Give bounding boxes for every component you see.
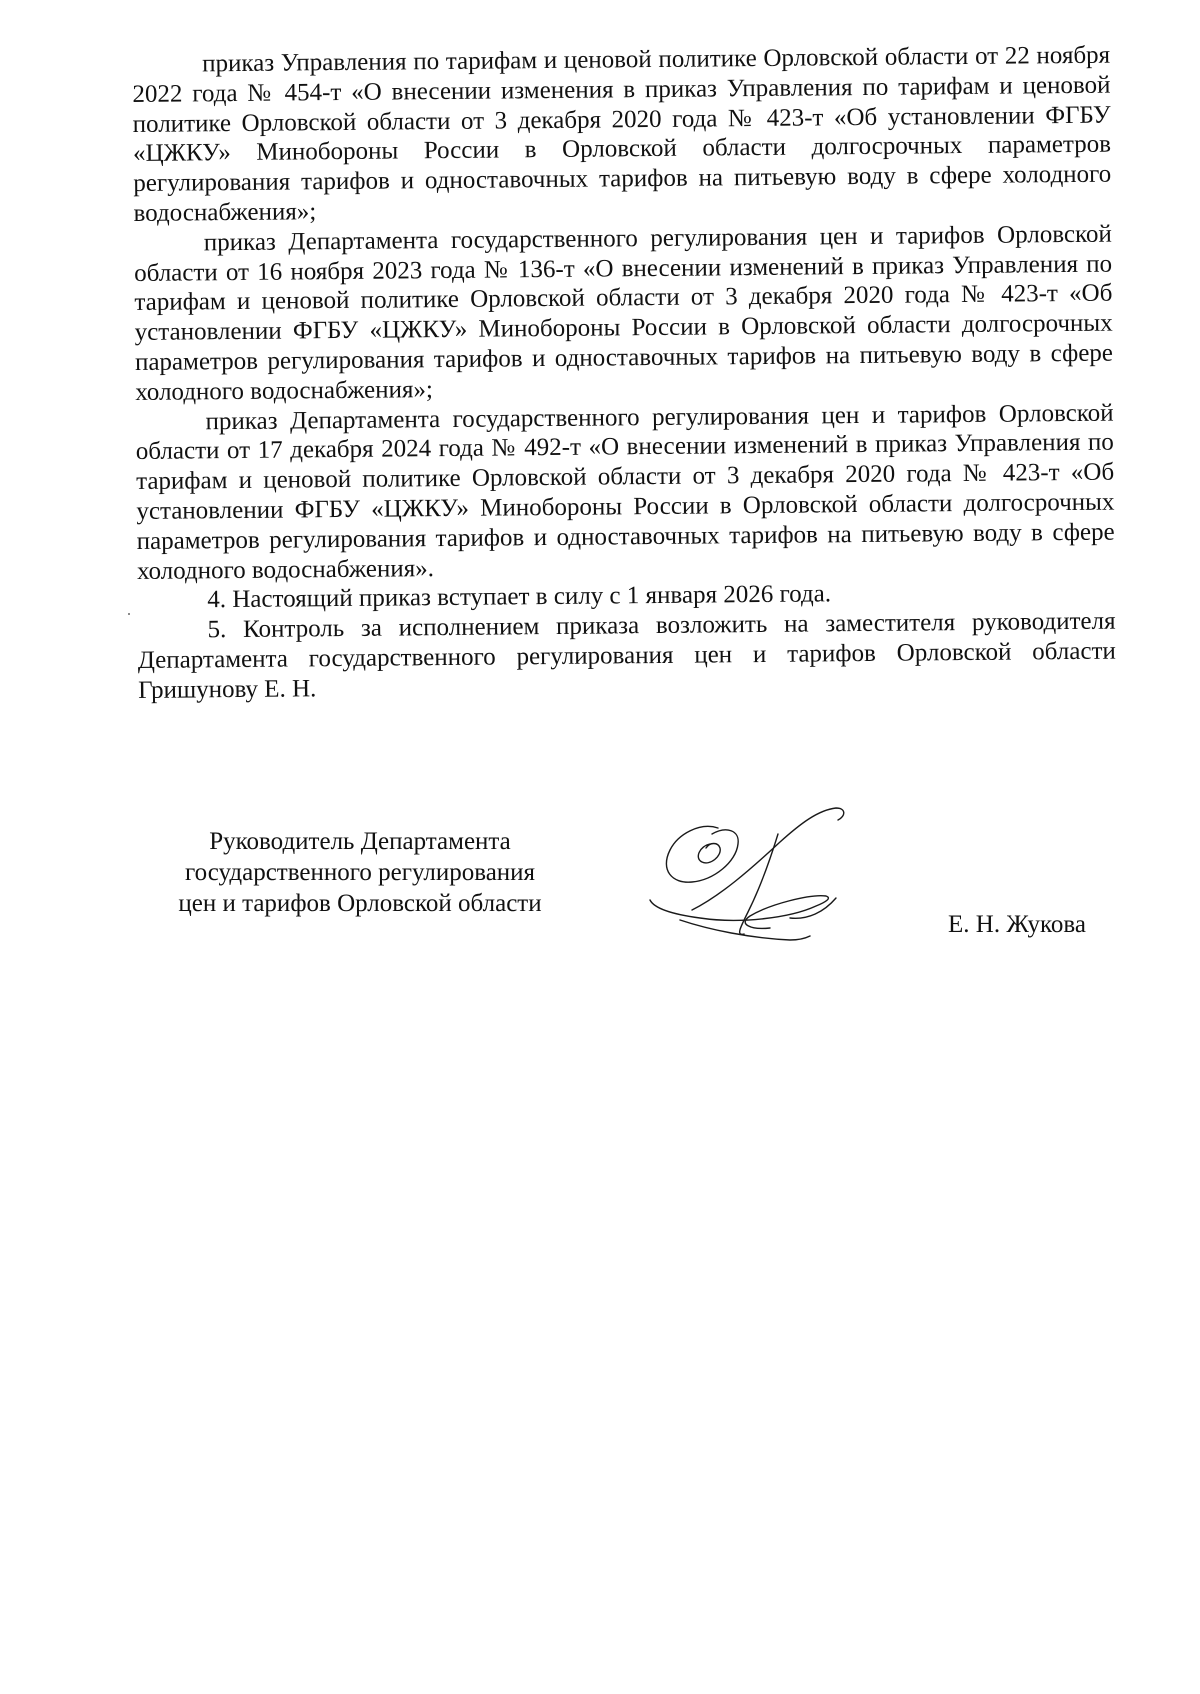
signer-name: Е. Н. Жукова <box>948 911 1086 938</box>
paragraph-item-5-control: 5. Контроль за исполнением приказа возложить на заместителя руководителя Департамента государственного регулирования цен и тарифов Орловской области Гришунову Е. Н. <box>137 607 1116 704</box>
document-body <box>132 41 1116 706</box>
signatory-position-line: государственного регулирования <box>184 859 536 886</box>
handwritten-signature <box>640 800 900 970</box>
paragraph-item-4-effective-date: 4. Настоящий приказ вступает в силу с 1 января 2026 года. <box>207 580 832 614</box>
scan-speck <box>128 613 130 615</box>
signatory-position <box>150 826 570 919</box>
paragraph-order-454t: приказ Управления по тарифам и ценовой политике Орловской области от 22 ноября 2022 года № 454-т «О внесении изменения в приказ Управления по тарифам и ценовой политике Орловской области от 3 декабря 2020 года № 423-т «Об установлении ФГБУ «ЦЖКУ» Минобороны России в Орловской области долгосрочных параметров регулирования тарифов и одноставочных тарифов на питьевую воду в сфере холодного водоснабжения»; <box>132 41 1112 227</box>
paragraph-order-136t: приказ Департамента государственного регулирования цен и тарифов Орловской области от 16 ноября 2023 года № 136-т «О внесении изменений в приказ Управления по тарифам и ценовой политике Орловской области от 3 декабря 2020 года № 423-т «Об установлении ФГБУ «ЦЖКУ» Минобороны России в Орловской области долгосрочных параметров регулирования тарифов и одноставочных тарифов на питьевую воду в сфере холодного водоснабжения»; <box>134 220 1114 406</box>
signatory-position-line: Руководитель Департамента <box>209 828 511 855</box>
paragraph-order-492t: приказ Департамента государственного регулирования цен и тарифов Орловской области от 17 декабря 2024 года № 492-т «О внесении изменений в приказ Управления по тарифам и ценовой политике Орловской области от 3 декабря 2020 года № 423-т «Об установлении ФГБУ «ЦЖКУ» Минобороны России в Орловской области долгосрочных параметров регулирования тарифов и одноставочных тарифов на питьевую воду в сфере холодного водоснабжения». <box>135 399 1115 585</box>
signatory-position-line: цен и тарифов Орловской области <box>178 890 542 917</box>
